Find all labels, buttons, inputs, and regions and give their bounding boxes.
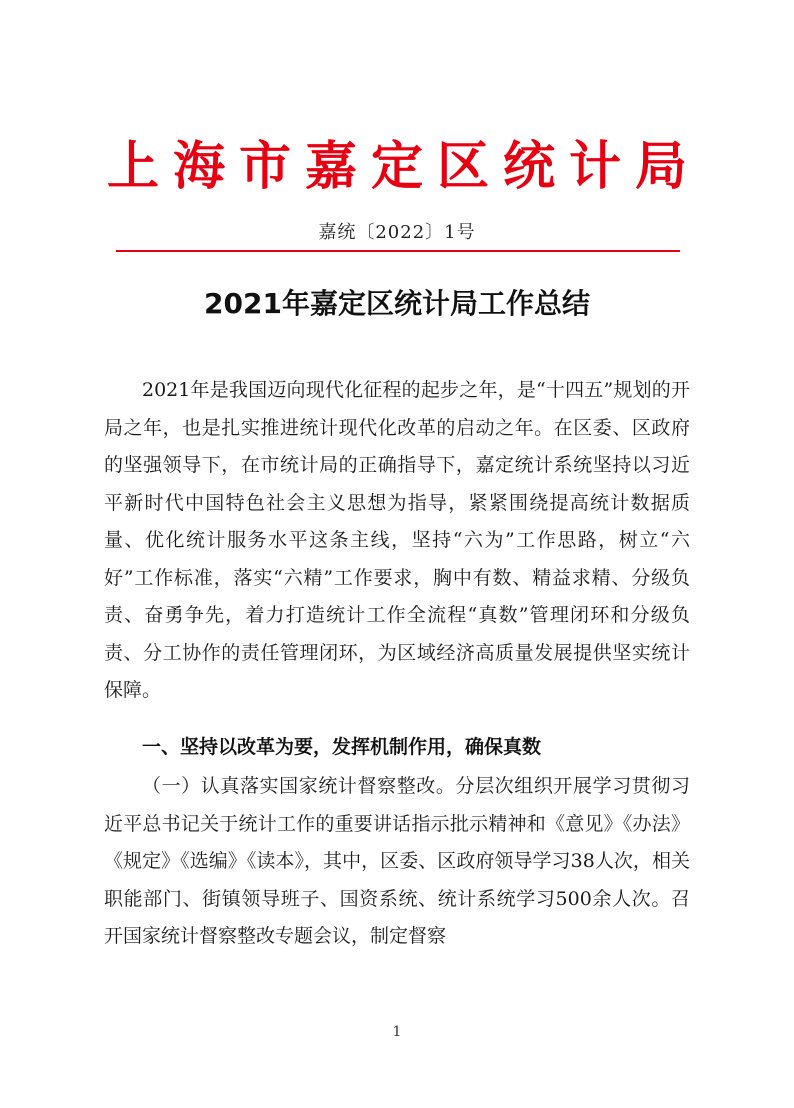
masthead-char: 市 [238, 137, 291, 197]
masthead-char: 计 [568, 137, 621, 197]
masthead-char: 区 [436, 137, 489, 197]
masthead-char: 上 [106, 137, 159, 197]
section-paragraph: （一）认真落实国家统计督察整改。分层次组织开展学习贯彻习近平总书记关于统计工作的重要讲话指示批示精神和《意见》《办法》《规定》《选编》《读本》，其中，区委、区政府领导学习38人次，相关职能部门、街镇领导班子、国资系统、统计系统学习500余人次。召开国家统计督察整改专题会议，制定督察 [104, 775, 690, 947]
masthead-char: 定 [370, 137, 423, 197]
masthead-char: 统 [502, 137, 555, 197]
agency-masthead [100, 132, 694, 202]
red-divider-line [116, 250, 680, 252]
page-number: 1 [392, 1024, 402, 1040]
document-title: 2021年嘉定区统计局工作总结 [204, 287, 590, 320]
document-number: 嘉统〔2022〕1号 [318, 222, 476, 243]
intro-paragraph: 2021年是我国迈向现代化征程的起步之年，是“十四五”规划的开局之年，也是扎实推进统计现代化改革的启动之年。在区委、区政府的坚强领导下，在市统计局的正确指导下，嘉定统计系统坚持以习近平新时代中国特色社会主义思想为指导，紧紧围绕提高统计数据质量、优化统计服务水平这条主线，坚持“六为”工作思路，树立“六好”工作标准，落实“六精”工作要求，胸中有数、精益求精、分级负责、奋勇争先，着力打造统计工作全流程“真数”管理闭环和分级负责、分工协作的责任管理闭环，为区域经济高质量发展提供坚实统计保障。 [104, 379, 690, 701]
masthead-char: 海 [172, 137, 225, 197]
section-heading: 一、坚持以改革为要，发挥机制作用，确保真数 [142, 736, 542, 758]
masthead-char: 局 [634, 137, 687, 197]
masthead-char: 嘉 [304, 137, 357, 197]
